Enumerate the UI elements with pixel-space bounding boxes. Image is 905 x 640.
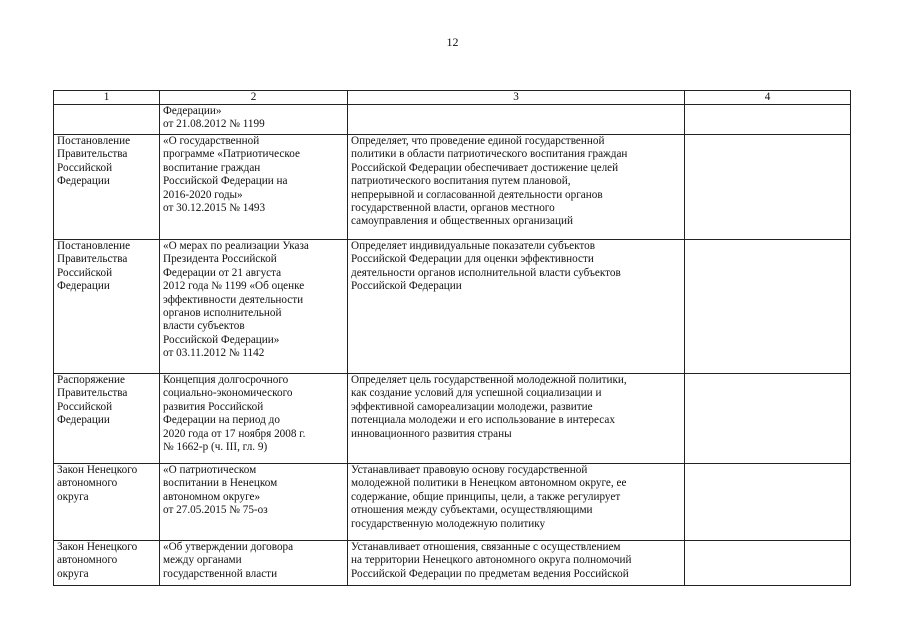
note-cell (685, 105, 851, 135)
document-type-cell: Закон Ненецкого автономного округа (54, 464, 160, 541)
description-cell: Устанавливает отношения, связанные с осуществлением на территории Ненецкого автономного округа полномочий Российской Федерации по предметам ведения Российской (351, 541, 632, 580)
note-cell (685, 464, 851, 541)
note-cell (685, 240, 851, 374)
description-cell: Устанавливает правовую основу государственной молодежной политики в Ненецком автономном округе, ее содержание, общие принципы, цели, а также регулирует отношения между субъектами, осуществляющими государственную молодежную политику (348, 464, 685, 541)
document-title-cell: «Об утверждении договора между органами государственной власти (163, 541, 294, 580)
document-title-cell: «О государственной программе «Патриотическое воспитание граждан Российской Федерации на 2016-2020 годы» от 30.12.2015 № 1493 (160, 135, 348, 240)
table-row (54, 105, 851, 135)
table-header-row (54, 91, 851, 105)
note-cell (685, 374, 851, 464)
description-cell: Определяет цель государственной молодежной политики, как создание условий для успешной социализации и эффективной самореализации молодежи, развитие потенциала молодежи и его использование в интересах инновационного развития страны (348, 374, 685, 464)
document-title-cell-wrap (160, 541, 348, 586)
table-row (54, 135, 851, 240)
description-cell: Определяет индивидуальные показатели субъектов Российской Федерации для оценки эффективности деятельности органов исполнительной власти субъектов Российской Федерации (348, 240, 685, 374)
document-type-cell-wrap (54, 541, 160, 586)
note-cell (685, 135, 851, 240)
document-title-cell: Концепция долгосрочного социально-экономического развития Российской Федерации на период до 2020 года от 17 ноября 2008 г. № 1662-р (ч. III, гл. 9) (160, 374, 348, 464)
note-cell (688, 541, 847, 585)
document-table (53, 90, 851, 586)
document-type-cell: Постановление Правительства Российской Федерации (54, 240, 160, 374)
document-title-cell: «О мерах по реализации Указа Президента Российской Федерации от 21 августа 2012 года № 1199 «Об оценке эффективности деятельности органов исполнительной власти субъектов Российской Федерации» от 03.11.2012 № 1142 (160, 240, 348, 374)
column-header-3: 3 (348, 91, 685, 105)
document-type-cell: Распоряжение Правительства Российской Федерации (54, 374, 160, 464)
column-header-4: 4 (685, 91, 851, 105)
note-cell-wrap (685, 541, 851, 586)
description-cell (348, 105, 685, 135)
document-type-cell (54, 105, 160, 135)
description-cell-wrap (348, 541, 685, 586)
table-row (54, 374, 851, 464)
description-cell: Определяет, что проведение единой государственной политики в области патриотического воспитания граждан Российской Федерации обеспечивает достижение целей патриотического воспитания путем плановой, непрерывной и согласованной деятельности органов государственной власти, органов местного самоуправления и общественных организаций (348, 135, 685, 240)
document-type-cell: Постановление Правительства Российской Федерации (54, 135, 160, 240)
column-header-2: 2 (160, 91, 348, 105)
document-type-cell: Закон Ненецкого автономного округа (57, 541, 138, 580)
document-title-cell: «О патриотическом воспитании в Ненецком автономном округе» от 27.05.2015 № 75-оз (160, 464, 348, 541)
table-row (54, 541, 851, 586)
table-row (54, 240, 851, 374)
page-number: 12 (446, 35, 459, 49)
table-row (54, 464, 851, 541)
column-header-1: 1 (54, 91, 160, 105)
document-title-cell: Федерации» от 21.08.2012 № 1199 (160, 105, 348, 135)
